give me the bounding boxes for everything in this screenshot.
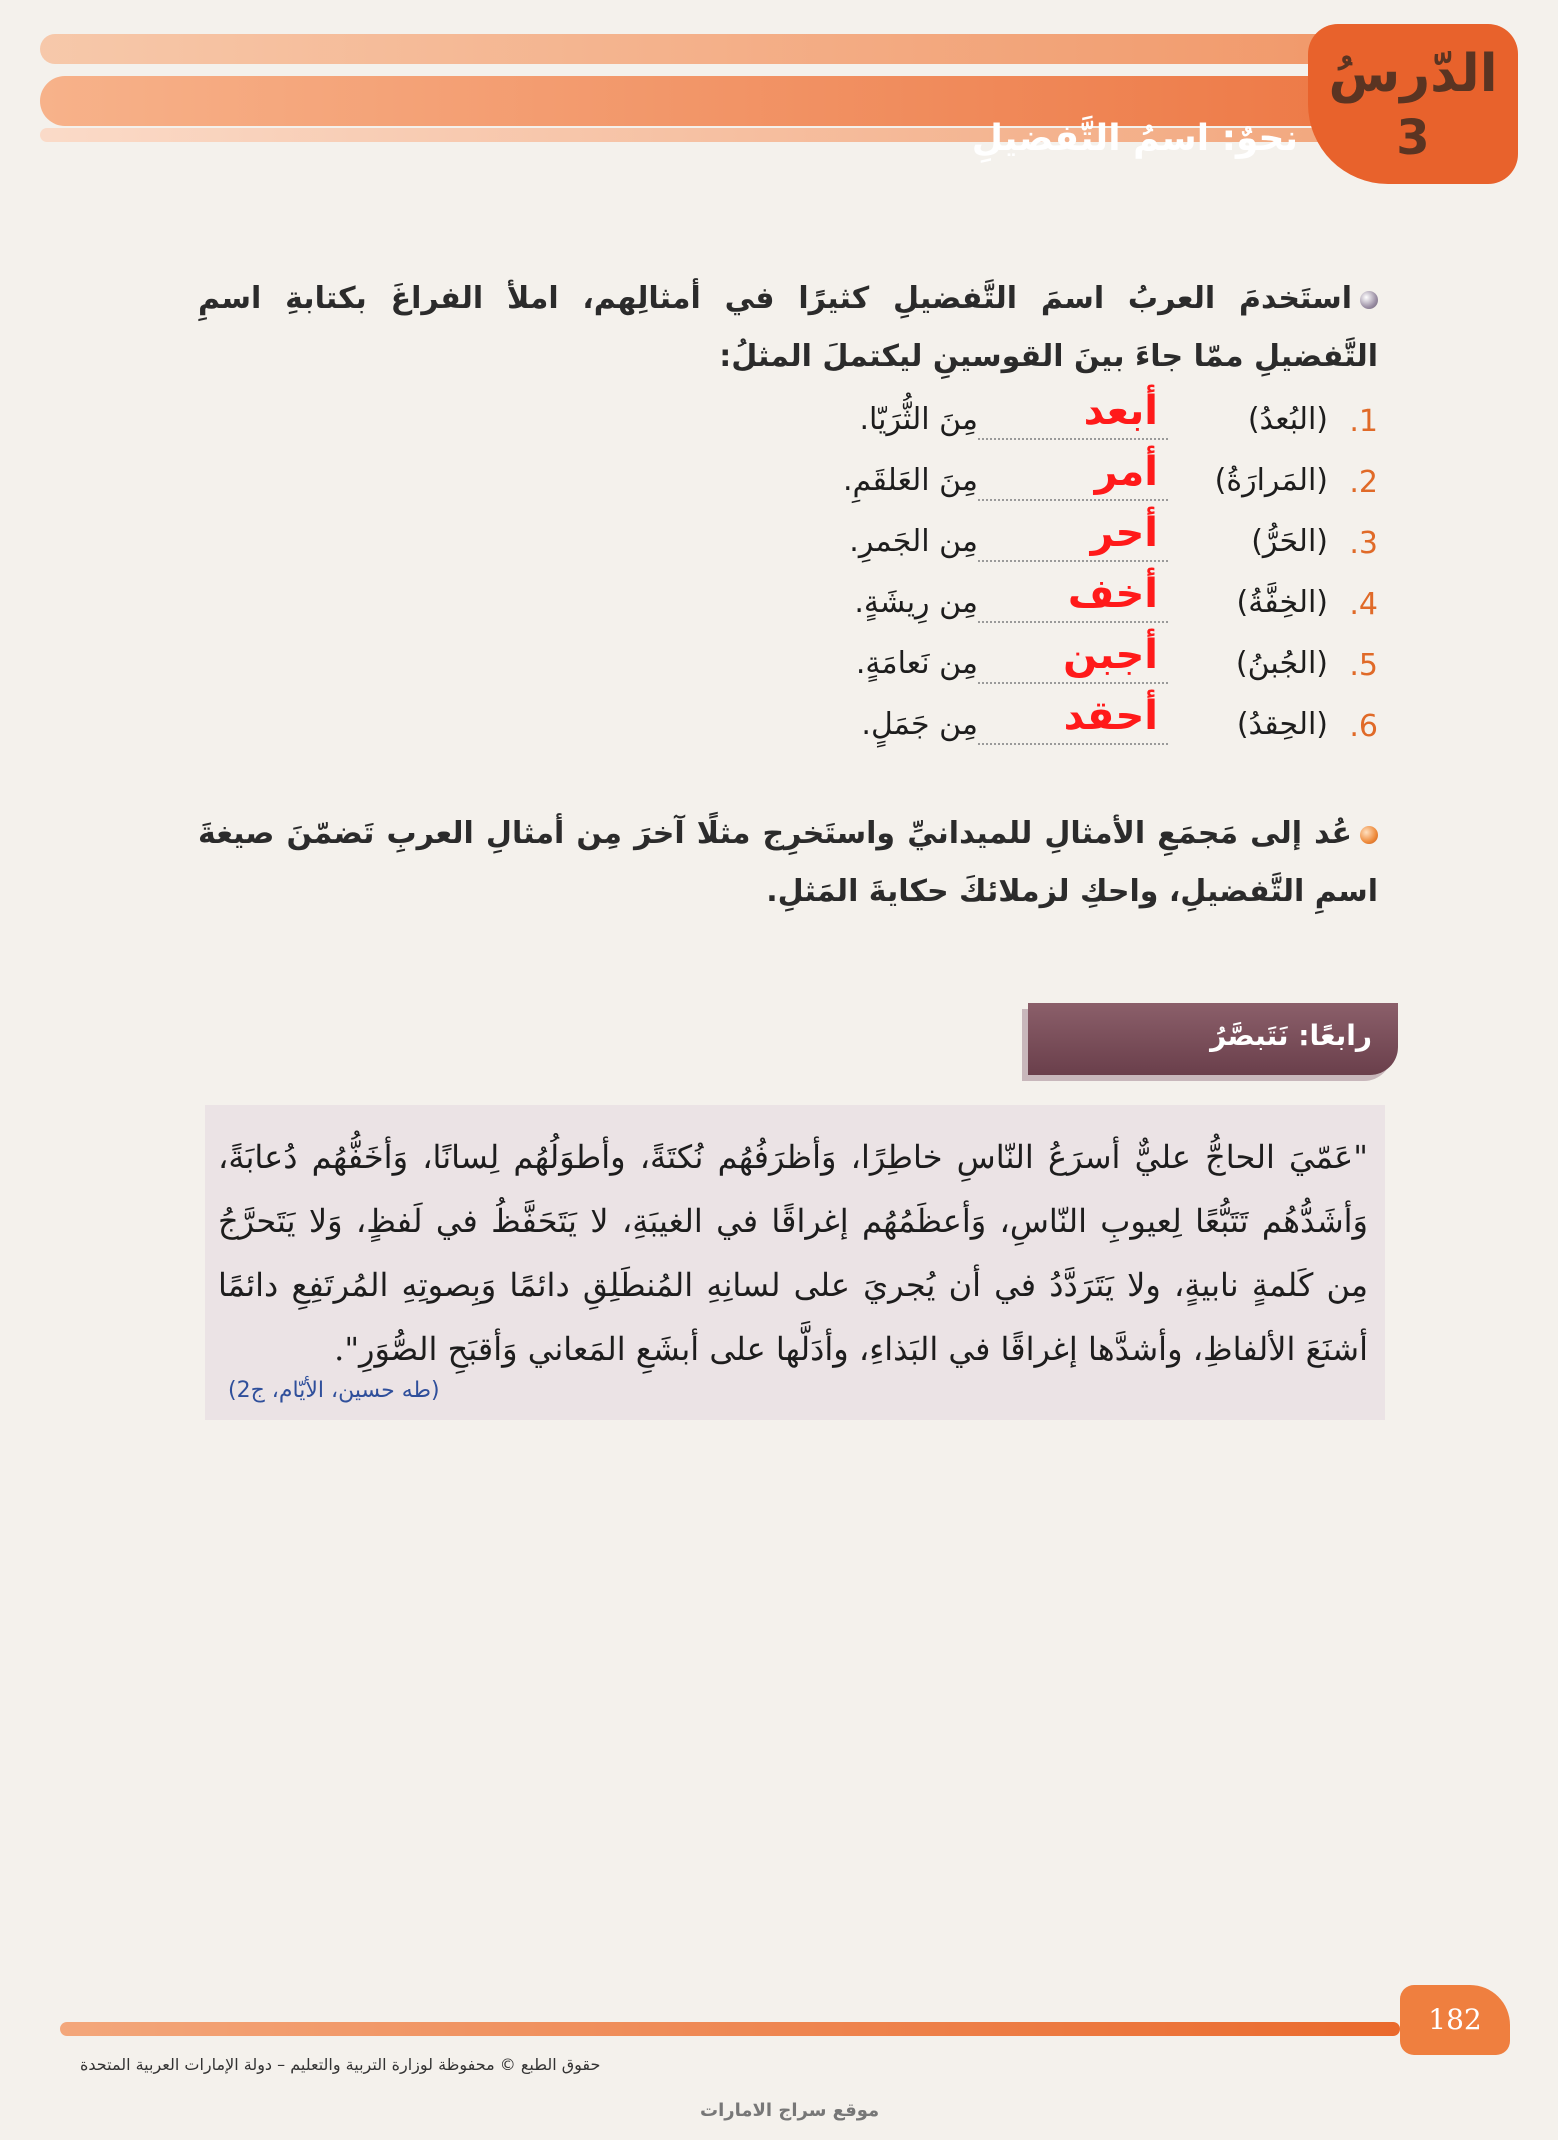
answer-field[interactable]: أجبن — [1063, 632, 1158, 678]
proverb-tail: مِن نَعامَةٍ. — [855, 646, 978, 681]
lesson-label: الدّرسُ — [1328, 44, 1498, 104]
question-number: 1. — [1349, 404, 1378, 439]
answer-field[interactable]: أخف — [1067, 571, 1158, 617]
blank-line — [978, 682, 1168, 684]
blank-line — [978, 438, 1168, 440]
blank-line — [978, 499, 1168, 501]
question-number: 3. — [1349, 526, 1378, 561]
question-row — [818, 693, 1378, 754]
question-word: (البُعدُ) — [1247, 402, 1328, 437]
answer-field[interactable]: أحقد — [1063, 693, 1158, 739]
question-number: 2. — [1349, 465, 1378, 500]
blank-line — [978, 560, 1168, 562]
proverb-tail: مِن رِيشَةٍ. — [854, 585, 978, 620]
proverb-tail: مِن جَمَلٍ. — [861, 707, 978, 742]
answer-field[interactable]: أحر — [1090, 510, 1158, 556]
passage-text: "عَمّيَ الحاجُّ عليٌّ أسرَعُ النّاسِ خاطِرًا، وَأظرَفُهُم نُكتَةً، وأطوَلُهُم لِسانًا، وَأخَفُّهُم دُعابَةً، وَأشَدُّهُم تَتَبُّعًا لِعيوبِ النّاسِ، وَأعظَمُهُم إغراقًا في الغيبَةِ، لا يَتَحَفَّظُ في لَفظٍ، وَلا يَتَحرَّجُ مِن كَلمةٍ نابيةٍ، ولا يَتَرَدَّدُ في أن يُجريَ على لسانِهِ المُنطَلِقِ دائمًا وَبِصوتِهِ المُرتَفِعِ دائمًا أشنَعَ الألفاظِ، وأشدَّها إغراقًا في البَذاءِ، وأدَلَّها على أبشَعِ المَعاني وَأقبَحِ الصُّوَرِ". — [218, 1138, 1368, 1368]
exercise-1-instruction: استَخدمَ العربُ اسمَ التَّفضيلِ كثيرًا في أمثالِهم، املأ الفراغَ بكتابةِ اسمِ التَّفضيلِ ممّا جاءَ بينَ القوسينِ ليكتملَ المثلُ: — [198, 281, 1378, 374]
lesson-number: 3 — [1396, 110, 1430, 166]
question-number: 4. — [1349, 587, 1378, 622]
question-number: 6. — [1349, 709, 1378, 744]
exercise-2 — [198, 805, 1378, 921]
lesson-topic: نحوٌ: اسمُ التَّفضيلِ — [971, 118, 1298, 159]
question-row — [818, 632, 1378, 693]
question-word: (الجُبنُ) — [1235, 646, 1328, 681]
question-row — [818, 510, 1378, 571]
question-row — [818, 571, 1378, 632]
question-list — [818, 388, 1378, 754]
exercise-2-instruction: عُد إلى مَجمَعِ الأمثالِ للميدانيِّ واستَخرِج مثلًا آخرَ مِن أمثالِ العربِ تَضمّنَ صيغةَ اسمِ التَّفضيلِ، واحكِ لزملائكَ حكايةَ المَثلِ. — [198, 816, 1378, 909]
footer-line — [60, 2022, 1400, 2036]
section-title: رابعًا: نَتَبصَّرُ — [1210, 1019, 1372, 1052]
proverb-tail: مِن الجَمرِ. — [849, 524, 978, 559]
question-number: 5. — [1349, 648, 1378, 683]
site-name: موقع سراج الامارات — [700, 2100, 880, 2121]
question-word: (المَرارَةُ) — [1214, 463, 1328, 498]
page-number: 182 — [1400, 1985, 1510, 2055]
banner-stripe — [40, 34, 1470, 64]
proverb-tail: مِنَ العَلقَمِ. — [843, 463, 978, 498]
exercise-1 — [198, 270, 1378, 386]
question-word: (الحَرُّ) — [1251, 524, 1328, 559]
copyright-text: حقوق الطبع © محفوظة لوزارة التربية والتعليم – دولة الإمارات العربية المتحدة — [80, 2055, 601, 2074]
passage-citation: (طه حسين، الأيّام، ج2) — [228, 1378, 440, 1403]
lesson-badge — [1308, 24, 1518, 184]
answer-field[interactable]: أبعد — [1083, 388, 1158, 434]
answer-field[interactable]: أمر — [1094, 449, 1158, 495]
bullet-icon — [1360, 826, 1378, 844]
question-word: (الخِفَّةُ) — [1236, 585, 1328, 620]
blank-line — [978, 621, 1168, 623]
section-header — [1028, 1003, 1398, 1075]
blank-line — [978, 743, 1168, 745]
question-row — [818, 449, 1378, 510]
question-row — [818, 388, 1378, 449]
proverb-tail: مِنَ الثُّرَيّا. — [859, 402, 978, 437]
question-word: (الحِقدُ) — [1236, 707, 1328, 742]
bullet-icon — [1360, 291, 1378, 309]
